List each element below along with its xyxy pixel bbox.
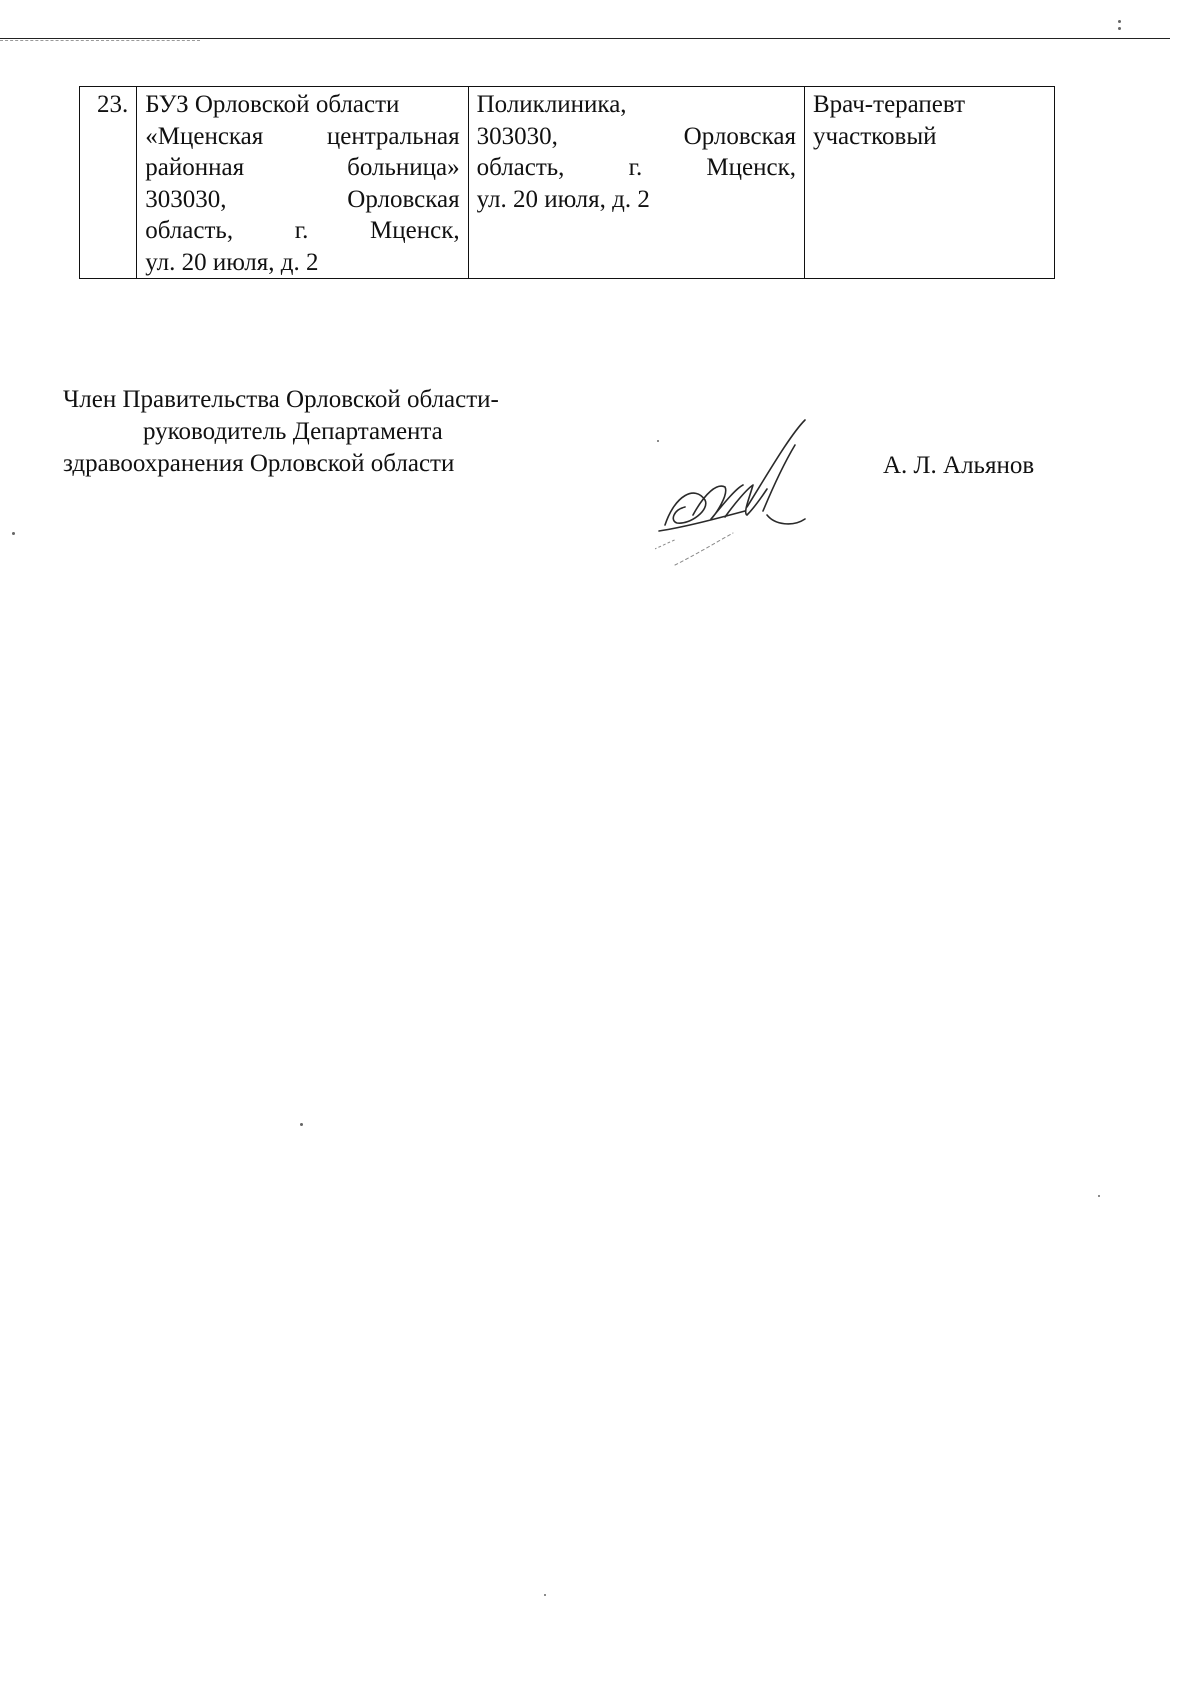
entries-table [79,86,1055,279]
address-line: Поликлиника, [476,91,627,118]
organization-line: ул. 20 июля, д. 2 [145,248,319,276]
signatory-name: А. Л. Альянов [883,452,1035,479]
scan-speck [1098,1195,1100,1197]
organization-line: 303030, Орловская [145,185,460,213]
scan-speck [1118,20,1121,23]
scan-speck [300,1123,303,1126]
address-line: область, г. Мценск, [476,154,796,181]
scan-speck [657,440,659,442]
scan-speck [544,1594,546,1596]
scan-speck [12,532,15,535]
address-line: 303030, Орловская [476,122,796,150]
address-cell [468,87,804,279]
organization-line: районная больница» [145,154,460,181]
organization-cell [137,87,468,279]
position-line: участковый [812,122,937,150]
top-rule-faint [0,40,200,41]
address-line: ул. 20 июля, д. 2 [476,185,650,213]
handwritten-signature [655,415,835,575]
position-line: Врач-терапевт [812,91,966,118]
position-cell [804,87,1054,279]
signatory-title-line: руководитель Департамента [143,418,443,445]
organization-line: область, г. Мценск, [145,217,460,244]
table-row [80,87,1055,279]
top-rule [0,38,1170,39]
row-number: 23. [80,87,137,279]
signatory-title-line: Член Правительства Орловской области- [63,386,499,413]
signatory-title-line: здравоохранения Орловской области [63,450,455,477]
signatory-title [63,384,499,480]
scan-speck [1118,27,1121,30]
organization-line: «Мценская центральная [145,122,460,150]
organization-line: БУЗ Орловской области [145,91,400,118]
